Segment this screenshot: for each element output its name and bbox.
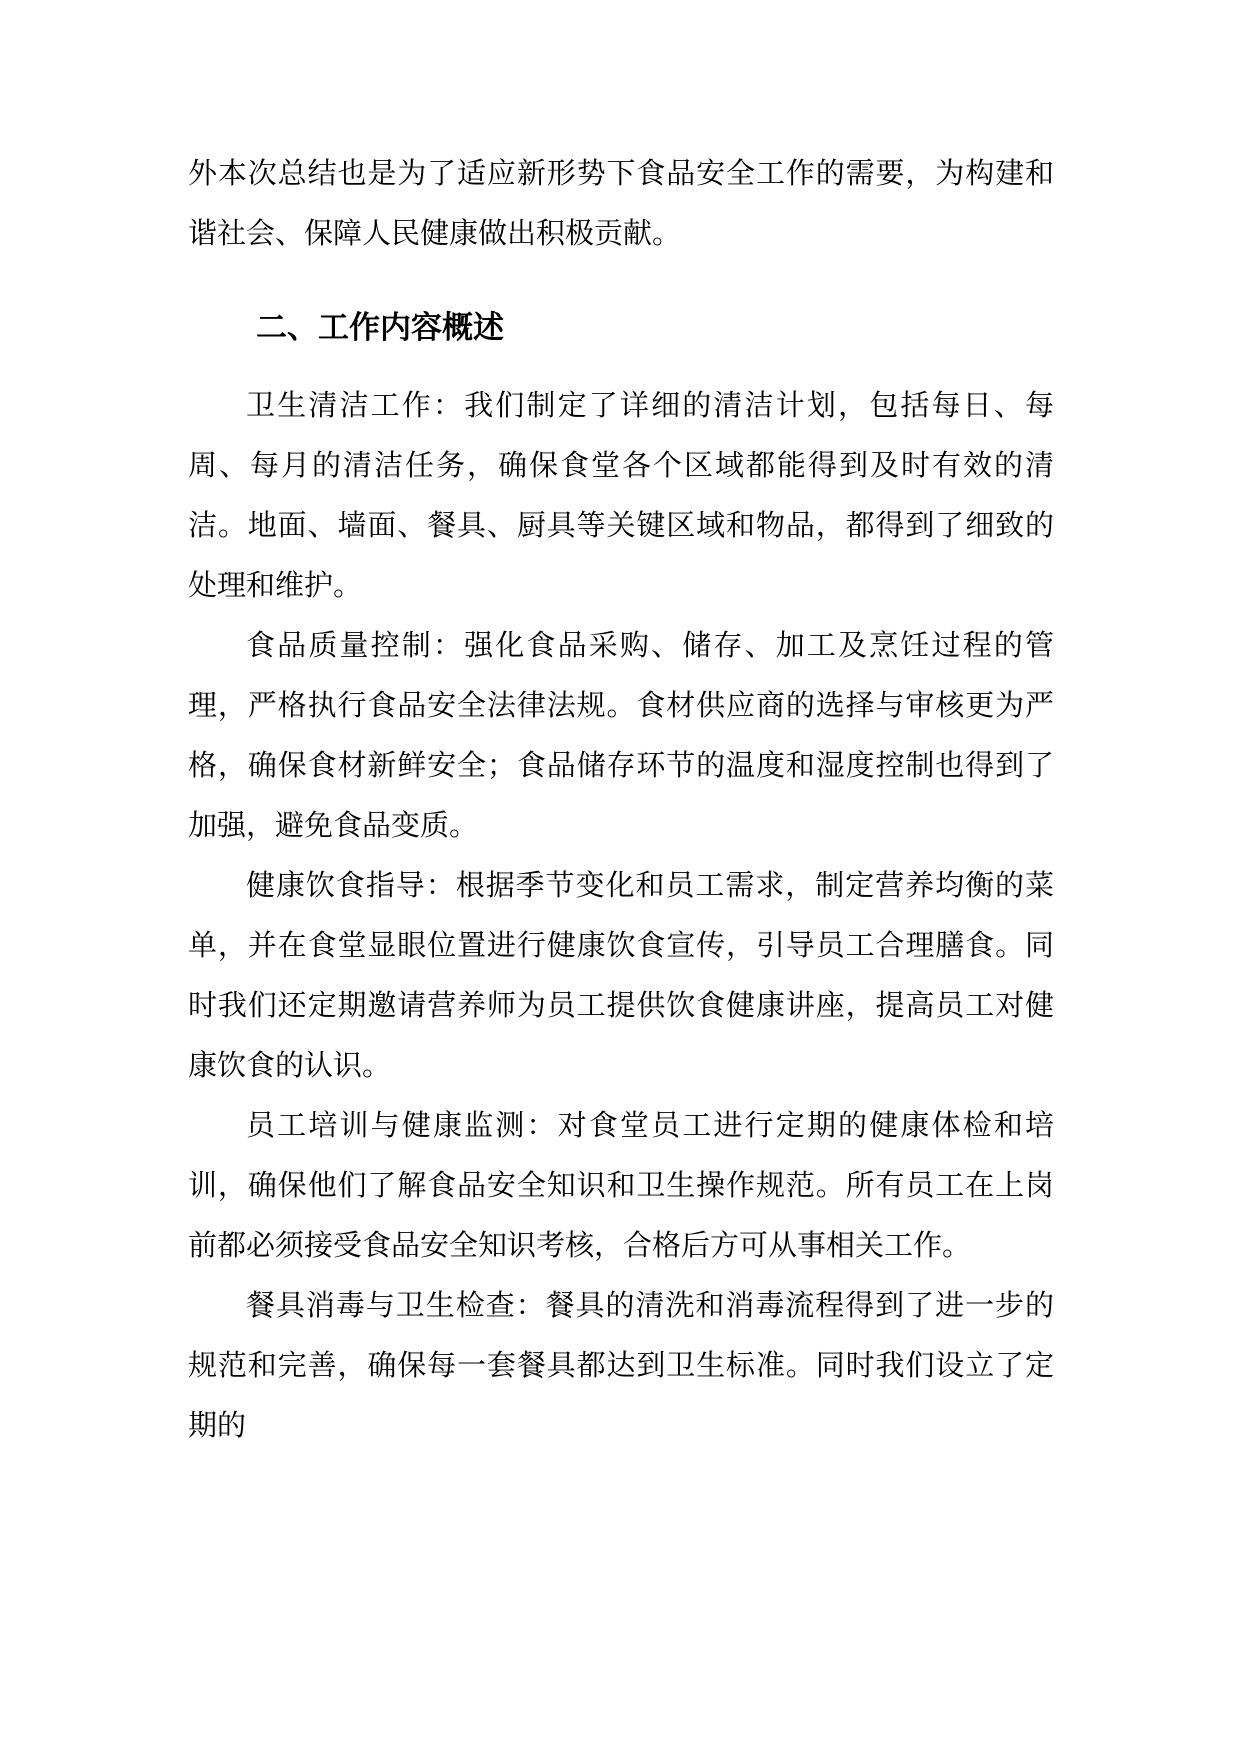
intro-continuation-paragraph: 外本次总结也是为了适应新形势下食品安全工作的需要，为构建和谐社会、保障人民健康做出积极贡献。 [188, 156, 1054, 250]
paragraph-tableware-disinfection: 餐具消毒与卫生检查：餐具的清洗和消毒流程得到了进一步的规范和完善，确保每一套餐具都达到卫生标准。同时我们设立了定期的 [188, 1288, 1054, 1442]
paragraph-sanitation: 卫生清洁工作：我们制定了详细的清洁计划，包括每日、每周、每月的清洁任务，确保食堂各个区域都能得到及时有效的清洁。地面、墙面、餐具、厨具等关键区域和物品，都得到了细致的处理和维护。 [188, 388, 1054, 602]
document-body [188, 143, 1054, 1455]
section-heading: 二、工作内容概述 [256, 310, 504, 346]
paragraph-staff-training: 员工培训与健康监测：对食堂员工进行定期的健康体检和培训，确保他们了解食品安全知识和卫生操作规范。所有员工在上岗前都必须接受食品安全知识考核，合格后方可从事相关工作。 [188, 1108, 1054, 1262]
paragraph-food-quality: 食品质量控制：强化食品采购、储存、加工及烹饪过程的管理，严格执行食品安全法律法规。食材供应商的选择与审核更为严格，确保食材新鲜安全；食品储存环节的温度和湿度控制也得到了加强，避免食品变质。 [188, 628, 1054, 842]
paragraph-healthy-diet: 健康饮食指导：根据季节变化和员工需求，制定营养均衡的菜单，并在食堂显眼位置进行健康饮食宣传，引导员工合理膳食。同时我们还定期邀请营养师为员工提供饮食健康讲座，提高员工对健康饮食的认识。 [188, 868, 1054, 1082]
